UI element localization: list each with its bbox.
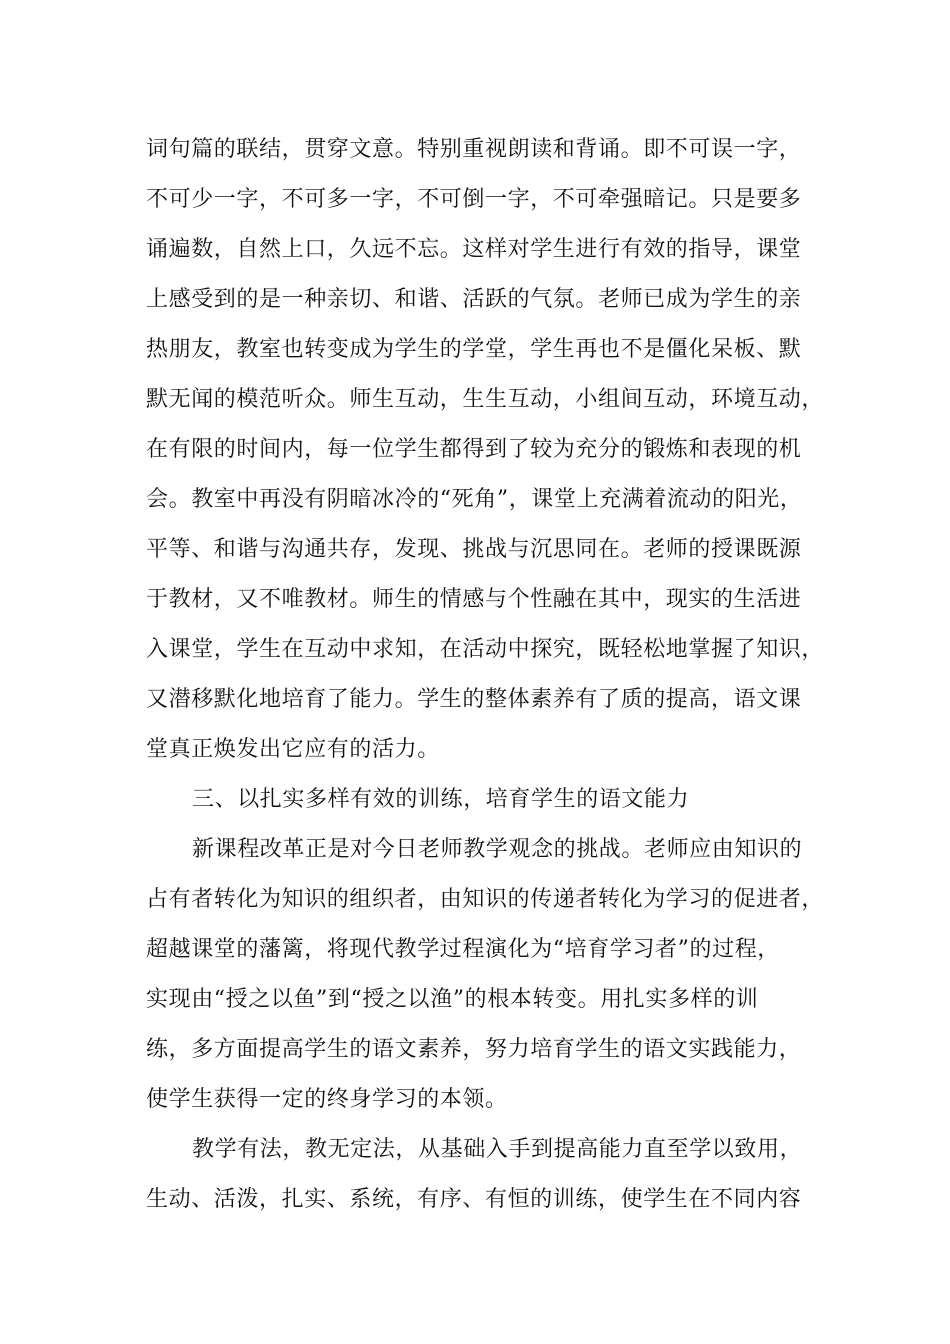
text-line: 平等、和谐与沟通共存，发现、挑战与沉思同在。老师的授课既源 bbox=[146, 537, 802, 562]
text-line: 占有者转化为知识的组织者，由知识的传递者转化为学习的促进者， bbox=[146, 887, 825, 912]
text-line: 在有限的时间内，每一位学生都得到了较为充分的锻炼和表现的机 bbox=[146, 437, 802, 462]
text-line: 入课堂，学生在互动中求知，在活动中探究，既轻松地掌握了知识， bbox=[146, 637, 825, 662]
text-line: 词句篇的联结，贯穿文意。特别重视朗读和背诵。即不可误一字， bbox=[146, 137, 802, 162]
text-line: 又潜移默化地培育了能力。学生的整体素养有了质的提高，语文课 bbox=[146, 687, 802, 712]
text-line: 教学有法，教无定法，从基础入手到提高能力直至学以致用， bbox=[192, 1137, 803, 1162]
text-line: 超越课堂的藩篱，将现代教学过程演化为“培育学习者”的过程， bbox=[146, 937, 780, 962]
text-line: 不可少一字，不可多一字，不可倒一字，不可牵强暗记。只是要多 bbox=[146, 187, 802, 212]
text-line: 诵遍数，自然上口，久远不忘。这样对学生进行有效的指导，课堂 bbox=[146, 237, 802, 262]
text-line: 实现由“授之以鱼”到“授之以渔”的根本转变。用扎实多样的训 bbox=[146, 987, 759, 1012]
section-heading: 三、以扎实多样有效的训练，培育学生的语文能力 bbox=[192, 787, 690, 812]
text-line: 生动、活泼，扎实、系统，有序、有恒的训练，使学生在不同内容 bbox=[146, 1187, 802, 1212]
text-line: 会。教室中再没有阴暗冰冷的“死角”，课堂上充满着流动的阳光， bbox=[146, 487, 803, 512]
text-line: 热朋友，教室也转变成为学生的学堂，学生再也不是僵化呆板、默 bbox=[146, 337, 802, 362]
text-line: 上感受到的是一种亲切、和谐、活跃的气氛。老师已成为学生的亲 bbox=[146, 287, 802, 312]
text-line: 默无闻的模范听众。师生互动，生生互动，小组间互动，环境互动， bbox=[146, 387, 825, 412]
text-line: 堂真正焕发出它应有的活力。 bbox=[146, 737, 440, 762]
text-line: 使学生获得一定的终身学习的本领。 bbox=[146, 1087, 508, 1112]
text-line: 于教材，又不唯教材。师生的情感与个性融在其中，现实的生活进 bbox=[146, 587, 802, 612]
text-line: 新课程改革正是对今日老师教学观念的挑战。老师应由知识的 bbox=[192, 837, 803, 862]
text-line: 练，多方面提高学生的语文素养，努力培育学生的语文实践能力， bbox=[146, 1037, 802, 1062]
